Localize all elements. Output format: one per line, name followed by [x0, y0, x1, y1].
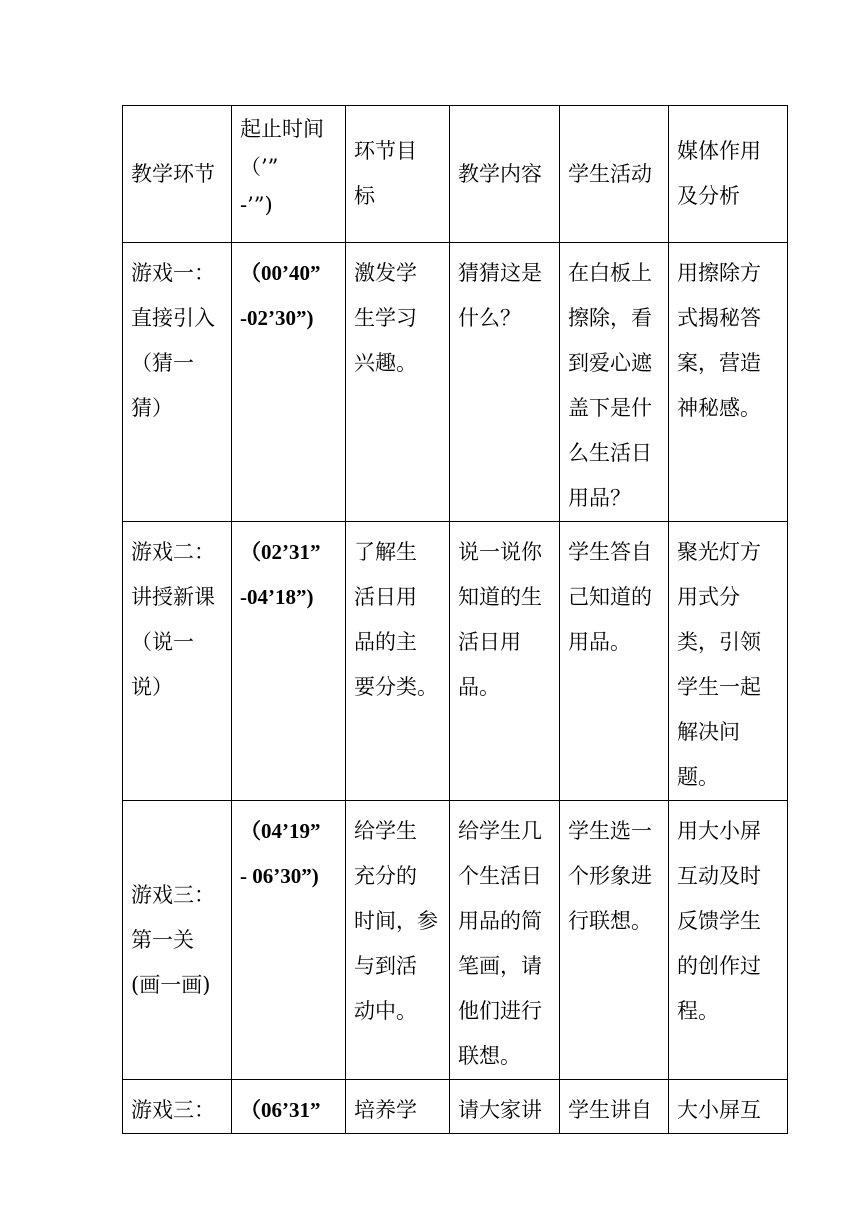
cell-content: 给学生几 个生活日 用品的简 笔画，请 他们进行 联想。	[450, 801, 560, 1080]
cell-media: 大小屏互	[669, 1080, 788, 1134]
cell-goal: 给学生 充分的 时间，参 与到活 动中。	[346, 801, 450, 1080]
header-activity: 学生活动	[560, 106, 669, 243]
cell-media: 用大小屏 互动及时 反馈学生 的创作过 程。	[669, 801, 788, 1080]
cell-stage: 游戏二： 讲授新课 （说一 说）	[123, 522, 232, 801]
cell-content: 请大家讲	[450, 1080, 560, 1134]
header-stage: 教学环节	[123, 106, 232, 243]
cell-content: 猜猜这是 什么？	[450, 243, 560, 522]
lesson-plan-table	[122, 105, 788, 1134]
header-goal: 环节目 标	[346, 106, 450, 243]
table-row	[123, 1080, 788, 1134]
cell-activity: 学生讲自	[560, 1080, 669, 1134]
table-row	[123, 522, 788, 801]
cell-activity: 学生选一 个形象进 行联想。	[560, 801, 669, 1080]
cell-media: 聚光灯方 用式分 类，引领 学生一起 解决问 题。	[669, 522, 788, 801]
cell-content: 说一说你 知道的生 活日用 品。	[450, 522, 560, 801]
cell-stage: 游戏三：	[123, 1080, 232, 1134]
cell-goal: 了解生 活日用 品的主 要分类。	[346, 522, 450, 801]
cell-stage: 游戏三： 第一关 (画一画)	[123, 801, 232, 1080]
cell-goal: 培养学	[346, 1080, 450, 1134]
cell-time: （00’40” -02’30”)	[232, 243, 346, 522]
table-row	[123, 801, 788, 1080]
cell-time: （02’31” -04’18”)	[232, 522, 346, 801]
cell-time: （06’31”	[232, 1080, 346, 1134]
header-content: 教学内容	[450, 106, 560, 243]
cell-stage: 游戏一： 直接引入 （猜一 猜）	[123, 243, 232, 522]
header-time: 起止时间 （’” -’”)	[232, 106, 346, 243]
table-row	[123, 243, 788, 522]
cell-media: 用擦除方 式揭秘答 案，营造 神秘感。	[669, 243, 788, 522]
cell-activity: 学生答自 己知道的 用品。	[560, 522, 669, 801]
cell-goal: 激发学 生学习 兴趣。	[346, 243, 450, 522]
cell-activity: 在白板上 擦除，看 到爱心遮 盖下是什 么生活日 用品？	[560, 243, 669, 522]
cell-time: （04’19” - 06’30”)	[232, 801, 346, 1080]
header-media: 媒体作用 及分析	[669, 106, 788, 243]
header-row	[123, 106, 788, 243]
